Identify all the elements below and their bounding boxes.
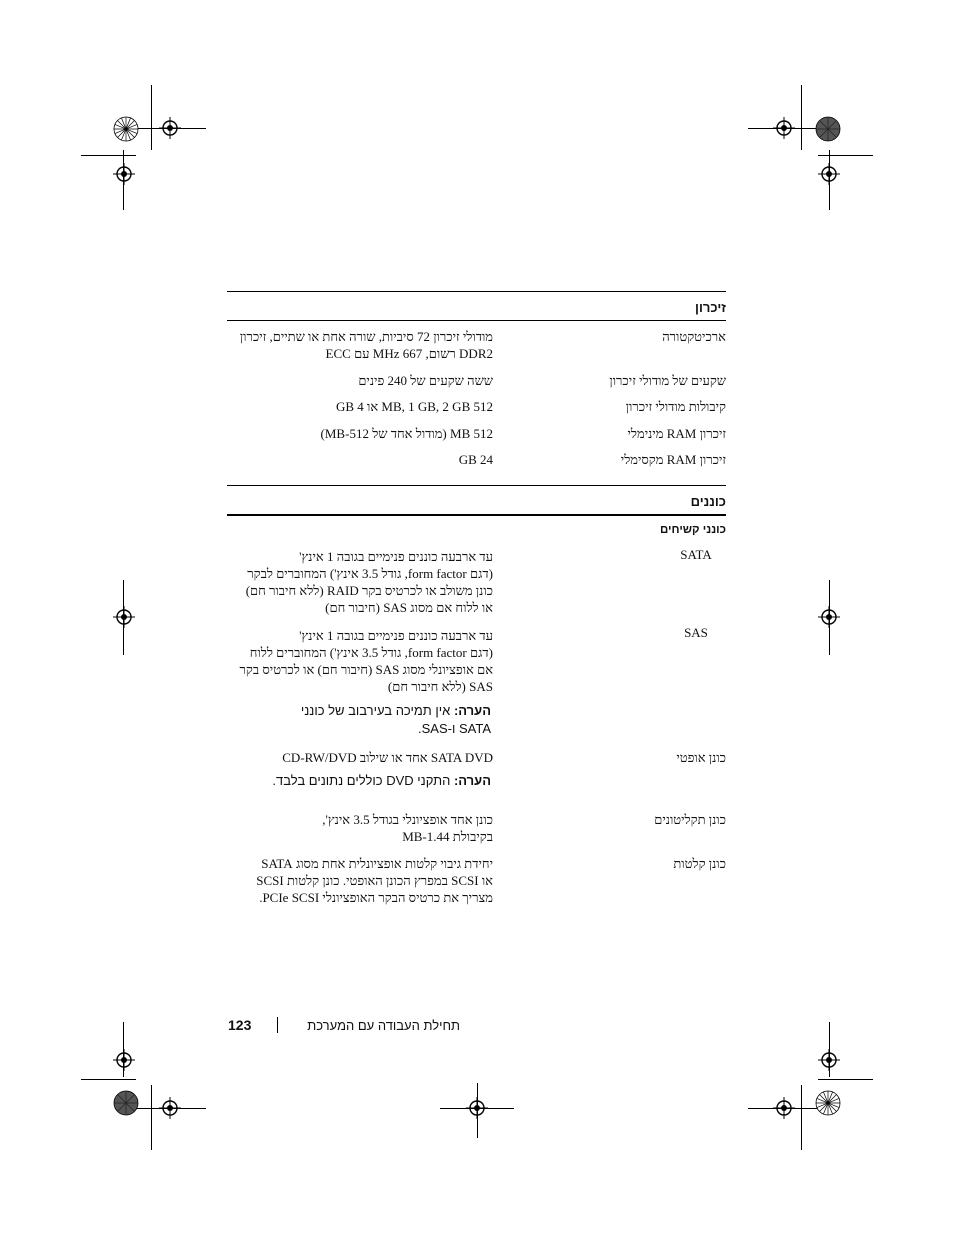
value-line: כונן אחד אופציונלי בגודל 3.5 אינץ', bbox=[322, 812, 493, 827]
value-line: או ללוח אם מסוג SAS (חיבור חם) bbox=[325, 600, 493, 615]
crop-mark bbox=[748, 1108, 820, 1109]
crop-mark bbox=[829, 150, 830, 210]
crop-mark bbox=[151, 1085, 152, 1150]
registration-mark-icon bbox=[113, 606, 135, 628]
sas-value bbox=[233, 627, 493, 695]
footer-title: תחילת העבודה עם המערכת bbox=[307, 1018, 460, 1033]
crop-mark bbox=[123, 580, 124, 655]
optical-drive-value: SATA DVD אחד או שילוב CD-RW/DVD bbox=[282, 750, 493, 765]
value-line: עד ארבעה כוננים פנימיים בגובה 1 אינץ' bbox=[299, 628, 493, 643]
memory-row-label: קיבולות מודולי זיכרון bbox=[625, 399, 726, 414]
value-line: (דגם form factor, גודל 3.5 אינץ') המחוברים ללוח bbox=[249, 645, 493, 660]
note-dvd bbox=[251, 772, 491, 790]
note-text: SATA ו-SAS. bbox=[418, 721, 491, 736]
hard-drives-subtitle: כונני קשיחים bbox=[659, 524, 726, 536]
crop-mark bbox=[123, 1022, 124, 1077]
value-line: מודולי זיכרון 72 סיביות, שורה אחת או שתיים, זיכרון bbox=[239, 329, 493, 344]
crop-mark bbox=[801, 1085, 802, 1150]
crop-mark bbox=[829, 580, 830, 655]
section-header-rule bbox=[227, 514, 726, 516]
value-line: DDR2 רשום, 667 MHz עם ECC bbox=[325, 346, 493, 361]
value-line: כונן משולב או לכרטיס בקר RAID (ללא חיבור חם) bbox=[245, 583, 493, 598]
memory-row-value: 512 MB, 1 GB, 2 GB או 4 GB bbox=[335, 399, 493, 414]
value-line: עד ארבעה כוננים פנימיים בגובה 1 אינץ' bbox=[299, 549, 493, 564]
note-mixing-drives bbox=[271, 702, 491, 738]
value-line: אם אופציונלי מסוג SAS (חיבור חם) או לכרטיס בקר bbox=[239, 662, 493, 677]
value-line: (דגם form factor, גודל 3.5 אינץ') המחוברים לבקר bbox=[247, 566, 493, 581]
footer-separator bbox=[277, 1017, 278, 1033]
crop-mark bbox=[829, 1022, 830, 1077]
sata-value bbox=[233, 548, 493, 616]
value-line: בקיבולת 1.44-MB bbox=[402, 829, 493, 844]
sunburst-mark-icon bbox=[113, 116, 139, 142]
crop-mark bbox=[134, 1108, 206, 1109]
note-text: התקני DVD כוללים נתונים בלבד. bbox=[272, 773, 451, 788]
memory-row-value: ששה שקעים של 240 פינים bbox=[358, 373, 493, 388]
crop-mark bbox=[123, 150, 124, 210]
memory-row-label: זיכרון RAM מקסימלי bbox=[620, 452, 726, 467]
crop-mark bbox=[818, 1079, 873, 1080]
crop-mark bbox=[81, 155, 136, 156]
crop-mark bbox=[81, 1079, 136, 1080]
section-top-rule bbox=[227, 291, 726, 292]
value-line: יחידת גיבוי קלטות אופציונלית אחת מסוג SATA bbox=[261, 856, 493, 871]
crop-mark bbox=[748, 128, 820, 129]
page-number: 123 bbox=[228, 1017, 252, 1033]
note-text: אין תמיכה בעירבוב של כונני bbox=[300, 703, 451, 718]
sas-label: SAS bbox=[684, 625, 708, 640]
crop-mark bbox=[440, 1108, 514, 1109]
memory-row-value bbox=[233, 328, 493, 362]
memory-row-value: 512 MB (מודול אחד של 512-MB) bbox=[320, 426, 493, 441]
crop-mark bbox=[477, 1083, 478, 1138]
sata-label: SATA bbox=[680, 547, 712, 562]
section-top-rule bbox=[227, 485, 726, 486]
floppy-drive-value bbox=[233, 811, 493, 845]
note-prefix: הערה: bbox=[453, 773, 491, 788]
registration-mark-icon bbox=[113, 1049, 135, 1071]
section-header-rule bbox=[227, 320, 726, 321]
memory-row-label: שקעים של מודולי זיכרון bbox=[609, 373, 726, 388]
tape-drive-value bbox=[233, 855, 493, 906]
memory-section-title: זיכרון bbox=[695, 300, 726, 315]
memory-row-label: זיכרון RAM מינימלי bbox=[627, 426, 726, 441]
crop-mark bbox=[134, 128, 206, 129]
sunburst-mark-icon bbox=[113, 1090, 139, 1116]
memory-row-value: 24 GB bbox=[458, 452, 493, 467]
crop-mark bbox=[151, 85, 152, 150]
drives-section-title: כוננים bbox=[690, 494, 726, 509]
sunburst-mark-icon bbox=[815, 116, 841, 142]
value-line: SAS (ללא חיבור חם) bbox=[387, 679, 493, 694]
memory-row-label: ארכיטקטורה bbox=[662, 329, 726, 344]
floppy-drive-label: כונן תקליטונים bbox=[654, 812, 726, 827]
sunburst-mark-icon bbox=[815, 1090, 841, 1116]
note-prefix: הערה: bbox=[453, 703, 491, 718]
value-line: או SCSI במפרץ הכונן האופטי. כונן קלטות SCSI bbox=[256, 873, 493, 888]
crop-mark bbox=[801, 85, 802, 150]
optical-drive-label: כונן אופטי bbox=[676, 750, 726, 765]
tape-drive-label: כונן קלטות bbox=[673, 856, 726, 871]
crop-mark bbox=[818, 155, 873, 156]
value-line: מצריך את כרטיס הבקר האופציונלי PCIe SCSI. bbox=[259, 890, 493, 905]
registration-mark-icon bbox=[113, 163, 135, 185]
